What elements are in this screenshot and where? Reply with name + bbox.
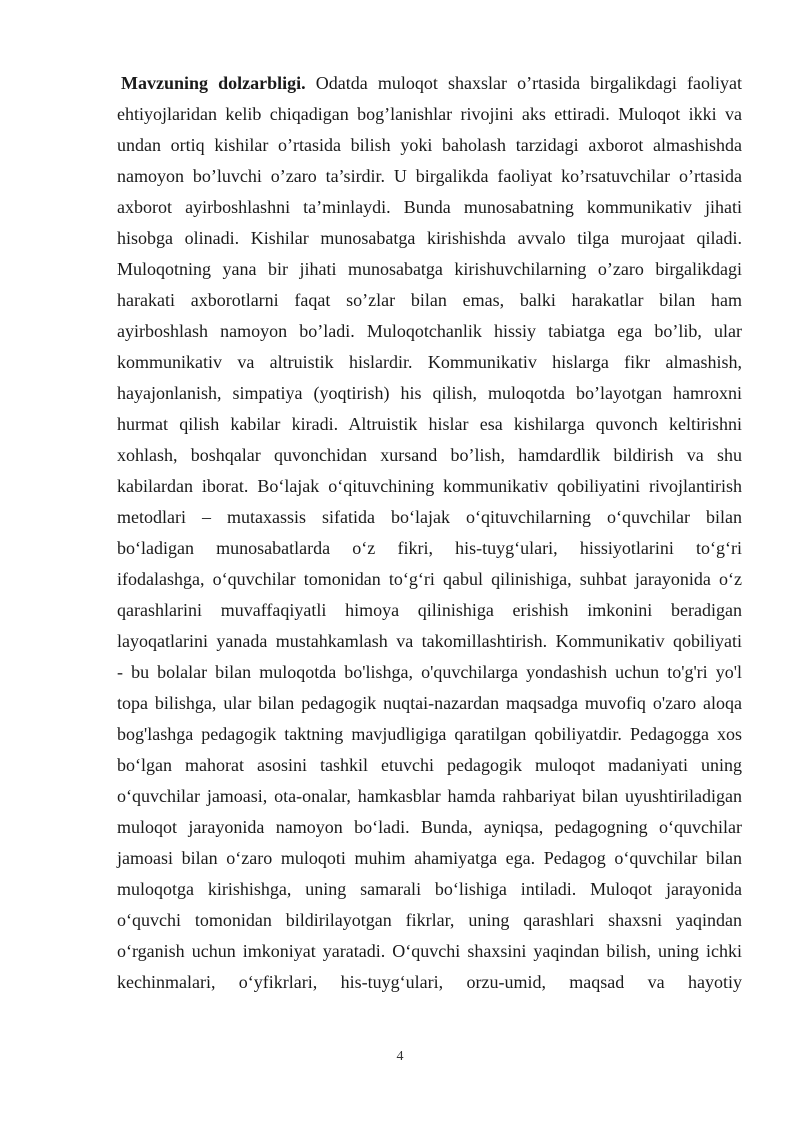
section-heading: Mavzuning dolzarbligi. (121, 73, 306, 93)
paragraph-line: hurmat qilish kabilar kiradi. Altruistik hislar esa kishilarga quvonch keltirishni (117, 414, 742, 434)
paragraph-line: kabilardan iborat. Bo‘lajak o‘qituvchining kommunikativ qobiliyatini rivojlantirish (117, 476, 742, 496)
paragraph-line: hisobga olinadi. Kishilar munosabatga kirishishda avvalo tilga murojaat qiladi. (117, 228, 742, 248)
paragraph-line: - bu bolalar bilan muloqotda bo'lishga, o'quvchilarga yondashish uchun to'g'ri yo'l (117, 662, 742, 682)
paragraph-line: undan ortiq kishilar o’rtasida bilish yoki baholash tarzidagi axborot almashishda (117, 135, 742, 155)
paragraph-line: o‘quvchi tomonidan bildirilayotgan fikrlar, uning qarashlari shaxsni yaqindan (117, 910, 742, 930)
paragraph-line: layoqatlarini yanada mustahkamlash va takomillashtirish. Kommunikativ qobiliyati (117, 631, 742, 651)
paragraph-line: muloqotga kirishishga, uning samarali bo‘lishiga intiladi. Muloqot jarayonida (117, 879, 742, 899)
body-paragraph (117, 68, 742, 998)
paragraph-line (117, 68, 742, 99)
paragraph-line: axborot ayirboshlashni ta’minlaydi. Bunda munosabatning kommunikativ jihati (117, 197, 742, 217)
paragraph-text: Odatda muloqot shaxslar o’rtasida birgalikdagi faoliyat (305, 73, 742, 93)
paragraph-line: Muloqotning yana bir jihati munosabatga kirishuvchilarning o’zaro birgalikdagi (117, 259, 742, 279)
paragraph-line: xohlash, boshqalar quvonchidan xursand bo’lish, hamdardlik bildirish va shu (117, 445, 742, 465)
page-number: 4 (396, 1049, 404, 1064)
paragraph-line: bo‘lgan mahorat asosini tashkil etuvchi pedagogik muloqot madaniyati uning (117, 755, 742, 775)
paragraph-line: metodlari – mutaxassis sifatida bo‘lajak o‘qituvchilarning o‘quvchilar bilan (117, 507, 742, 527)
paragraph-line: muloqot jarayonida namoyon bo‘ladi. Bunda, ayniqsa, pedagogning o‘quvchilar (117, 817, 742, 837)
paragraph-line: jamoasi bilan o‘zaro muloqoti muhim ahamiyatga ega. Pedagog o‘quvchilar bilan (117, 848, 742, 868)
paragraph-line: ayirboshlash namoyon bo’ladi. Muloqotchanlik hissiy tabiatga ega bo’lib, ular (117, 321, 742, 341)
paragraph-line: bog'lashga pedagogik taktning mavjudligiga qaratilgan qobiliyatdir. Pedagogga xos (117, 724, 742, 744)
paragraph-line: harakati axborotlarni faqat so’zlar bilan emas, balki harakatlar bilan ham (117, 290, 742, 310)
paragraph-line: namoyon bo’luvchi o’zaro ta’sirdir. U birgalikda faoliyat ko’rsatuvchilar o’rtasida (117, 166, 742, 186)
paragraph-line: kechinmalari, o‘yfikrlari, his-tuyg‘ulari, orzu-umid, maqsad va hayotiy (117, 972, 742, 992)
paragraph-line: kommunikativ va altruistik hislardir. Kommunikativ hislarga fikr almashish, (117, 352, 742, 372)
paragraph-line: bo‘ladigan munosabatlarda o‘z fikri, his-tuyg‘ulari, hissiyotlarini to‘g‘ri (117, 538, 742, 558)
paragraph-line: o‘rganish uchun imkoniyat yaratadi. O‘quvchi shaxsini yaqindan bilish, uning ichki (117, 941, 742, 961)
paragraph-line: o‘quvchilar jamoasi, ota-onalar, hamkasblar hamda rahbariyat bilan uyushtiriladigan (117, 786, 742, 806)
paragraph-line: ehtiyojlaridan kelib chiqadigan bog’lanishlar rivojini aks ettiradi. Muloqot ikki va (117, 104, 742, 124)
paragraph-line: hayajonlanish, simpatiya (yoqtirish) his qilish, muloqotda bo’layotgan hamroxni (117, 383, 742, 403)
paragraph-line: qarashlarini muvaffaqiyatli himoya qilinishiga erishish imkonini beradigan (117, 600, 742, 620)
paragraph-line: topa bilishga, ular bilan pedagogik nuqtai-nazardan maqsadga muvofiq o'zaro aloqa (117, 693, 742, 713)
paragraph-line: ifodalashga, o‘quvchilar tomonidan to‘g‘ri qabul qilinishiga, suhbat jarayonida o‘z (117, 569, 742, 589)
